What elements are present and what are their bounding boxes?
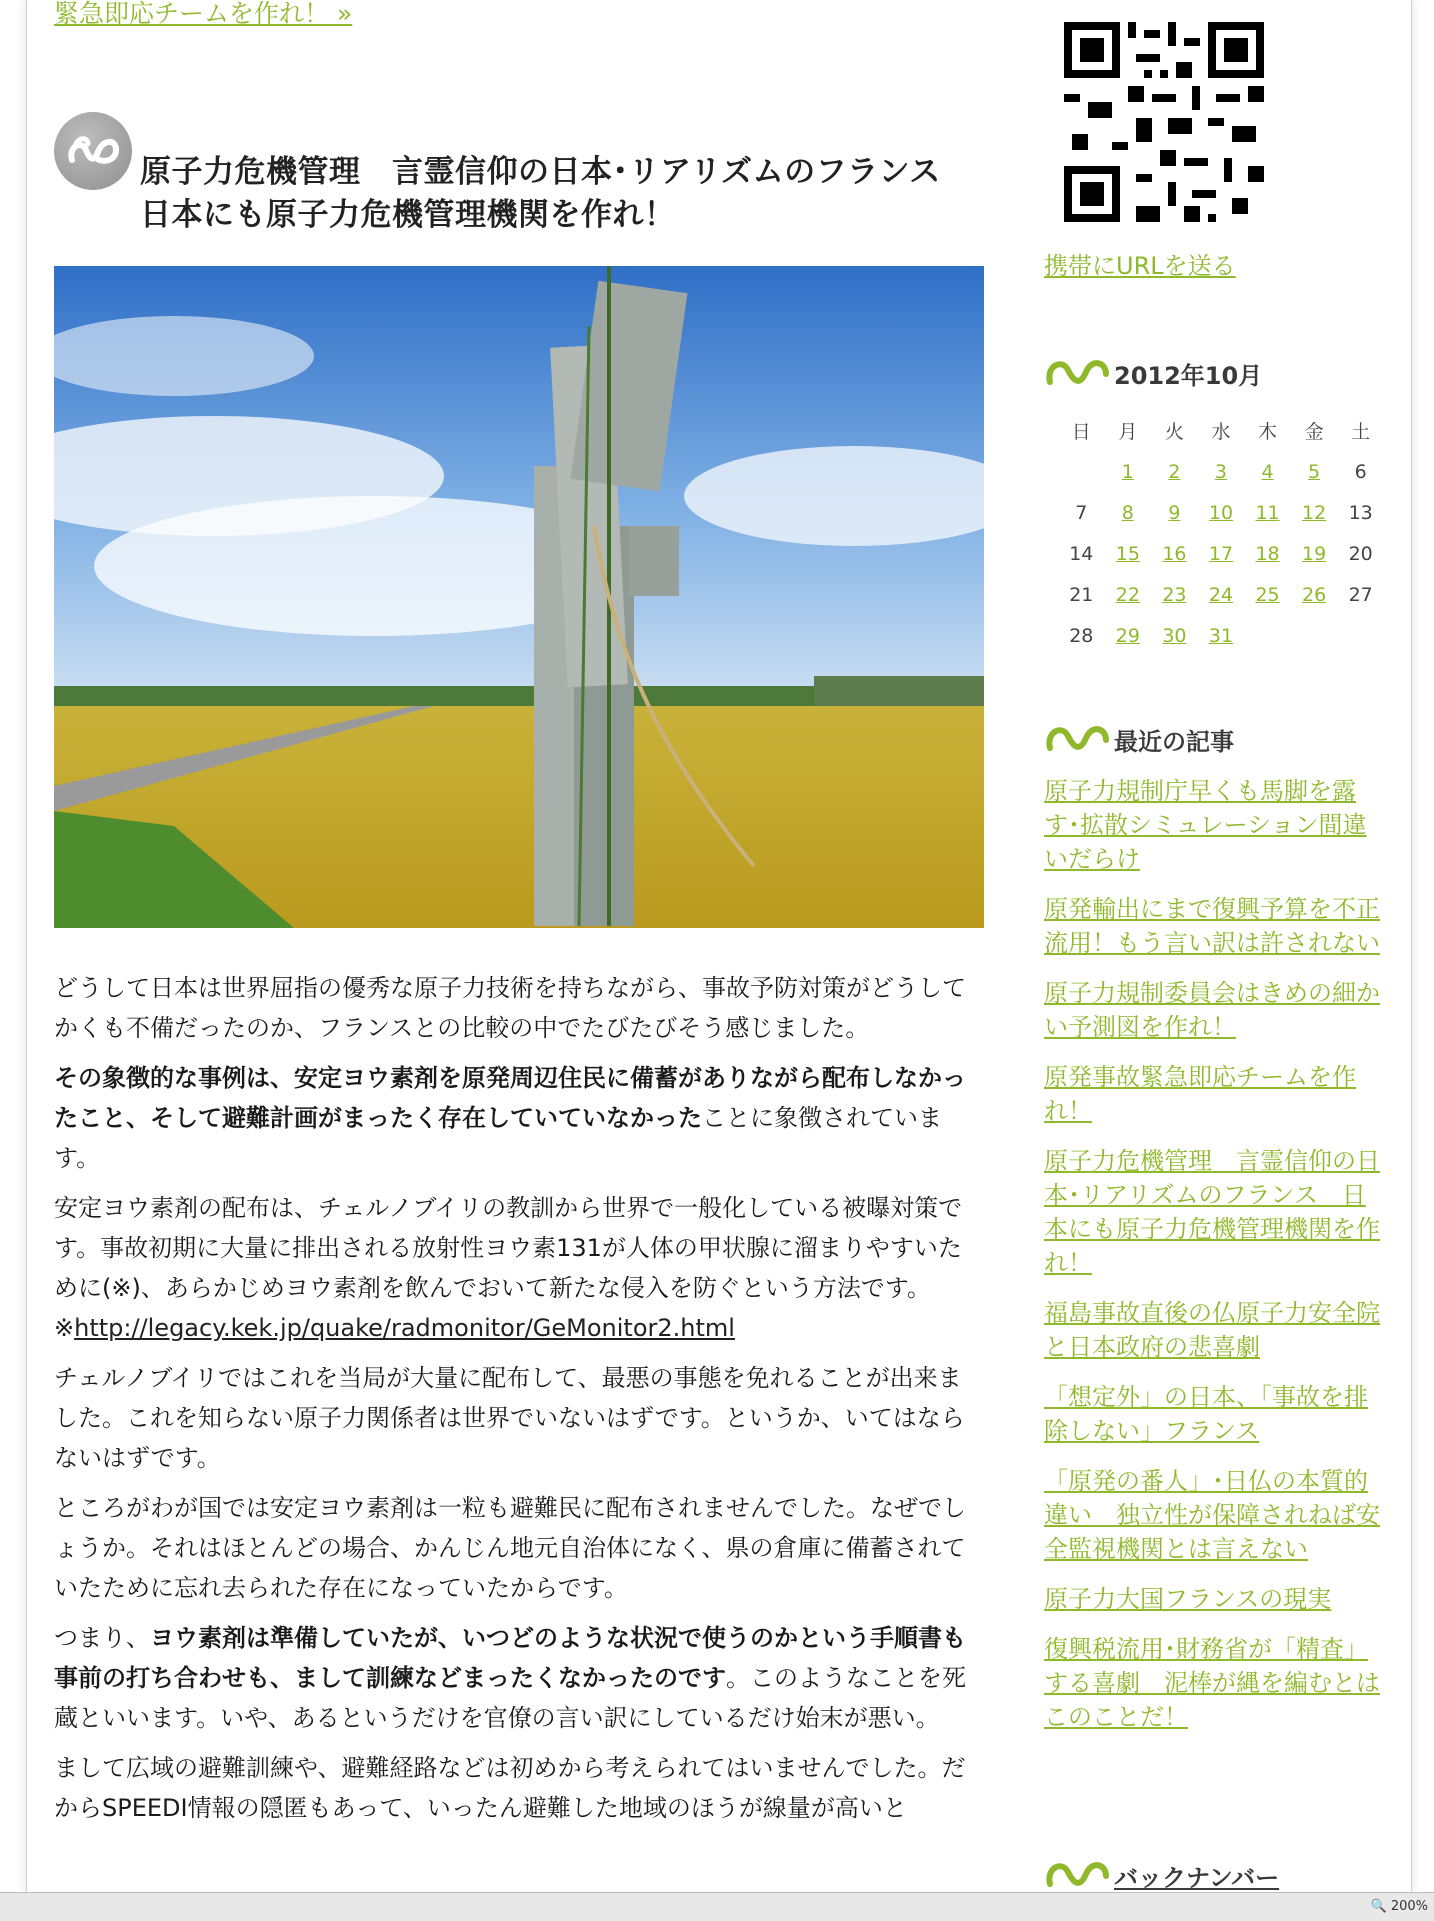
- paragraph-3: [54, 1188, 984, 1348]
- calendar-empty-cell: [1058, 451, 1105, 492]
- calendar-weekday: 土: [1351, 421, 1371, 443]
- calendar-day[interactable]: 30: [1162, 624, 1187, 647]
- calendar-weekday: 金: [1304, 421, 1324, 443]
- calendar-week: [1058, 451, 1384, 492]
- browser-status-bar: [0, 1892, 1434, 1921]
- recent-post-link[interactable]: 「原発の番人」･日仏の本質的違い 独立性が保障されねば安全監視機関とは言えない: [1044, 1467, 1380, 1563]
- zoom-value: 200%: [1390, 1899, 1428, 1914]
- calendar-day[interactable]: 16: [1162, 542, 1187, 565]
- calendar: [1058, 410, 1384, 656]
- calendar-weekday: 日: [1071, 421, 1091, 443]
- calendar-day[interactable]: 5: [1308, 460, 1321, 483]
- calendar-day[interactable]: 4: [1261, 460, 1274, 483]
- recent-posts-widget-title: [1044, 714, 1384, 760]
- calendar-day[interactable]: 23: [1162, 583, 1187, 606]
- recent-posts-heading: 最近の記事: [1114, 728, 1234, 756]
- calendar-weekdays: [1058, 410, 1384, 451]
- calendar-day[interactable]: 10: [1208, 501, 1234, 524]
- calendar-weekday: 火: [1164, 421, 1184, 443]
- calendar-day: 21: [1069, 583, 1094, 606]
- calendar-month: 2012年10月: [1114, 362, 1263, 390]
- recent-post-item[interactable]: [1044, 1632, 1384, 1734]
- calendar-day: 14: [1069, 542, 1094, 565]
- backnumber-heading-link[interactable]: バックナンバー: [1114, 1864, 1280, 1892]
- calendar-day[interactable]: 8: [1121, 501, 1134, 524]
- recent-post-link[interactable]: 復興税流用･財務省が「精査」する喜劇 泥棒が縄を編むとはこのことだ！: [1044, 1635, 1380, 1731]
- calendar-widget-title: [1044, 348, 1384, 394]
- calendar-week: [1058, 574, 1384, 615]
- calendar-day[interactable]: 24: [1208, 583, 1234, 606]
- calendar-day[interactable]: 12: [1302, 501, 1327, 524]
- calendar-week: [1058, 615, 1384, 656]
- post-title: 原子力危機管理 言霊信仰の日本･リアリズムのフランス 日本にも原子力危機管理機関を作れ！: [140, 153, 973, 233]
- paragraph-4: チェルノブイリではこれを当局が大量に配布して、最悪の事態を免れることが出来ました。これを知らない原子力関係者は世界でいないはずです。というか、いてはならないはずです。: [54, 1364, 965, 1472]
- leaf-swirl-icon: [1044, 718, 1110, 758]
- calendar-day: 28: [1069, 624, 1094, 647]
- recent-post-link[interactable]: 原発輸出にまで復興予算を不正流用！もう言い訳は許されない: [1044, 895, 1380, 957]
- calendar-empty-cell: [1291, 615, 1338, 656]
- calendar-day[interactable]: 15: [1115, 542, 1140, 565]
- calendar-day[interactable]: 31: [1208, 624, 1234, 647]
- paragraph-5: ところがわが国では安定ヨウ素剤は一粒も避難民に配布されませんでした。なぜでしょうか。それはほとんどの場合、かんじん地元自治体になく、県の倉庫に備蓄されていたために忘れ去られた存在になっていたからです。: [54, 1494, 966, 1602]
- calendar-empty-cell: [1337, 615, 1384, 656]
- send-url-to-mobile-link[interactable]: 携帯にURLを送る: [1044, 252, 1236, 280]
- paragraph-2-bold: その象徴的な事例は、安定ヨウ素剤を原発周辺住民に備蓄がありながら配布しなかったこと、そして避難計画がまったく存在していていなかった: [54, 1064, 966, 1132]
- recent-post-item[interactable]: [1044, 976, 1384, 1044]
- leaf-swirl-icon: [1044, 1854, 1110, 1894]
- calendar-day[interactable]: 29: [1115, 624, 1140, 647]
- calendar-weekday: 木: [1258, 421, 1278, 443]
- calendar-day[interactable]: 9: [1168, 501, 1181, 524]
- recent-posts-list: [1044, 774, 1384, 1750]
- paragraph-7: まして広域の避難訓練や、避難経路などは初めから考えられてはいませんでした。だからSPEEDI情報の隠匿もあって、いったん避難した地域のほうが線量が高いと: [54, 1754, 966, 1822]
- paragraph-2: [54, 1058, 984, 1178]
- post-photo-torii: [54, 266, 984, 928]
- recent-post-item[interactable]: [1044, 1582, 1384, 1616]
- recent-post-item[interactable]: [1044, 1380, 1384, 1448]
- recent-post-item[interactable]: [1044, 1060, 1384, 1128]
- calendar-day[interactable]: 11: [1255, 501, 1280, 524]
- calendar-day[interactable]: 17: [1208, 542, 1234, 565]
- calendar-day[interactable]: 2: [1168, 460, 1181, 483]
- calendar-day[interactable]: 22: [1115, 583, 1140, 606]
- calendar-day[interactable]: 3: [1214, 460, 1228, 483]
- calendar-day: 6: [1354, 460, 1367, 483]
- calendar-day[interactable]: 25: [1255, 583, 1280, 606]
- kek-monitor-link[interactable]: http://legacy.kek.jp/quake/radmonitor/GeMonitor2.html: [74, 1314, 735, 1342]
- recent-post-item[interactable]: [1044, 774, 1384, 876]
- calendar-day: 20: [1348, 542, 1373, 565]
- recent-post-link[interactable]: 原発事故緊急即応チームを作れ！: [1044, 1063, 1356, 1125]
- recent-post-item[interactable]: [1044, 1296, 1384, 1364]
- paragraph-2-rest: ことに象徴されています。: [54, 1104, 942, 1172]
- qr-code: [1064, 22, 1264, 222]
- post-body: [54, 968, 984, 1838]
- paragraph-3-text: 安定ヨウ素剤の配布は、チェルノブイリの教訓から世界で一般化している被曝対策です。事故初期に大量に排出される放射性ヨウ素131が人体の甲状腺に溜まりやすいために(※)、あらかじめヨウ素剤を飲んでおいて新たな侵入を防ぐという方法です。※: [54, 1194, 963, 1342]
- leaf-swirl-icon: [1044, 352, 1110, 392]
- recent-post-link[interactable]: 「想定外」の日本、「事故を排除しない」フランス: [1044, 1383, 1368, 1445]
- recent-post-item[interactable]: [1044, 1144, 1384, 1280]
- calendar-weekday: 水: [1211, 421, 1231, 443]
- paragraph-6: [54, 1618, 984, 1738]
- recent-post-item[interactable]: [1044, 892, 1384, 960]
- backnumber-widget-title: [1044, 1850, 1384, 1896]
- calendar-day[interactable]: 26: [1302, 583, 1327, 606]
- paragraph-6-bold: ヨウ素剤は準備していたが、いつどのような状況で使うのかという手順書も事前の打ち合わせも、まして訓練などまったくなかったのです: [54, 1624, 966, 1692]
- recent-post-link[interactable]: 原子力大国フランスの現実: [1044, 1585, 1332, 1613]
- blog-logo-icon: [54, 112, 132, 190]
- calendar-day: 13: [1348, 501, 1373, 524]
- calendar-day: 7: [1075, 501, 1088, 524]
- calendar-empty-cell: [1244, 615, 1291, 656]
- recent-post-link[interactable]: 福島事故直後の仏原子力安全院と日本政府の悲喜劇: [1044, 1299, 1380, 1361]
- recent-post-link[interactable]: 原子力規制庁早くも馬脚を露す･拡散シミュレーション間違いだらけ: [1044, 777, 1367, 873]
- paragraph-6-pre: つまり、: [54, 1624, 150, 1652]
- calendar-weekday: 月: [1118, 421, 1138, 443]
- calendar-day: 27: [1348, 583, 1373, 606]
- calendar-day[interactable]: 19: [1302, 542, 1327, 565]
- prev-post-link[interactable]: 緊急即応チームを作れ！ »: [54, 0, 353, 28]
- recent-post-link[interactable]: 原子力規制委員会はきめの細かい予測図を作れ！: [1044, 979, 1380, 1041]
- calendar-week: [1058, 492, 1384, 533]
- recent-post-link[interactable]: 原子力危機管理 言霊信仰の日本･リアリズムのフランス 日本にも原子力危機管理機関を作れ！: [1044, 1147, 1380, 1277]
- calendar-day[interactable]: 1: [1121, 460, 1134, 483]
- paragraph-1: どうして日本は世界屈指の優秀な原子力技術を持ちながら、事故予防対策がどうしてかくも不備だったのか、フランスとの比較の中でたびたびそう感じました。: [54, 974, 966, 1042]
- recent-post-item[interactable]: [1044, 1464, 1384, 1566]
- calendar-day[interactable]: 18: [1255, 542, 1280, 565]
- zoom-level[interactable]: 🔍 200%: [1370, 1899, 1428, 1914]
- calendar-week: [1058, 533, 1384, 574]
- paragraph-6-rest: 。このようなことを死蔵といいます。いや、あるというだけを官僚の言い訳にしているだけ始末が悪い。: [54, 1664, 966, 1732]
